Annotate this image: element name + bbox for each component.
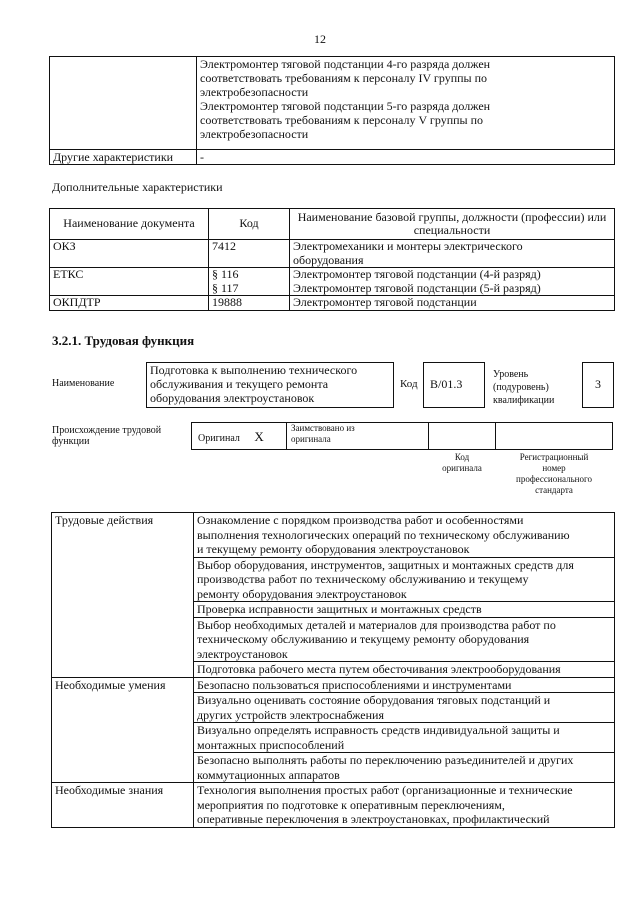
item-line: Визуально оценивать состояние оборудования тяговых подстанций и bbox=[197, 693, 551, 707]
borrowed-cell bbox=[286, 422, 429, 450]
caption-line: Код bbox=[454, 452, 470, 462]
code-line: 19888 bbox=[212, 295, 242, 309]
function-name-line: оборудования электроустановок bbox=[150, 391, 315, 405]
name-cell bbox=[290, 296, 615, 311]
item-cell bbox=[194, 513, 615, 558]
function-table bbox=[51, 512, 615, 828]
additional-table bbox=[49, 208, 615, 311]
code-line: 7412 bbox=[212, 239, 236, 253]
item-line: Выбор необходимых деталей и материалов для производства работ по bbox=[197, 617, 556, 632]
item-cell bbox=[194, 693, 615, 723]
code-line: § 116 bbox=[212, 267, 239, 281]
item-line: Ознакомление с порядком производства работ и особенностями bbox=[197, 513, 524, 527]
doc-cell: ОКЗ bbox=[50, 240, 209, 268]
item-line: и текущему ремонту оборудования электроустановок bbox=[197, 542, 470, 556]
item-cell bbox=[194, 617, 615, 662]
caption-line: оригинала bbox=[442, 463, 482, 473]
level-label bbox=[493, 368, 554, 407]
table-row bbox=[50, 268, 615, 296]
item-line: Выбор оборудования, инструментов, защитных и монтажных средств для bbox=[197, 557, 574, 572]
section-label: Трудовые действия bbox=[52, 513, 194, 678]
item-line: Подготовка рабочего места путем обесточивания электрооборудования bbox=[197, 662, 561, 676]
item-line: других устройств электроснабжения bbox=[197, 707, 384, 722]
item-cell bbox=[194, 783, 615, 828]
code-label: Код bbox=[400, 378, 418, 390]
code-cell bbox=[209, 240, 290, 268]
table-row bbox=[50, 296, 615, 311]
function-name-line: обслуживания и текущего ремонта bbox=[150, 377, 329, 391]
reg-caption bbox=[495, 452, 613, 496]
doc-cell: ЕТКС bbox=[50, 268, 209, 296]
original-mark: X bbox=[254, 429, 264, 444]
section-label: Необходимые умения bbox=[52, 677, 194, 783]
function-name-line: Подготовка к выполнению технического bbox=[150, 363, 358, 377]
text-line: - bbox=[200, 150, 204, 164]
item-line: монтажных приспособлений bbox=[197, 737, 345, 752]
item-line: ремонту оборудования электроустановок bbox=[197, 586, 407, 601]
row-content bbox=[197, 57, 615, 150]
row-label bbox=[50, 57, 197, 150]
caption-line: номер bbox=[542, 463, 566, 473]
borrowed-label-line: оригинала bbox=[291, 434, 331, 444]
reg-number-cell bbox=[495, 422, 613, 450]
origin-code-cell bbox=[428, 422, 496, 450]
requirements-table bbox=[49, 56, 615, 165]
section-label: Необходимые знания bbox=[52, 783, 194, 828]
origin-label-line: Происхождение трудовой bbox=[52, 425, 162, 436]
text-line: электробезопасности bbox=[200, 85, 309, 99]
item-line: электроустановок bbox=[197, 646, 288, 661]
text-line: Электромонтер тяговой подстанции 5-го разряда должен bbox=[200, 99, 491, 113]
function-name-box bbox=[146, 362, 394, 408]
name-label: Наименование bbox=[52, 378, 115, 389]
item-line: мероприятия по подготовке к оперативным переключениям, bbox=[197, 797, 505, 812]
original-cell bbox=[191, 422, 287, 450]
name-line: Электромонтер тяговой подстанции bbox=[293, 295, 477, 309]
level-label-line: Уровень bbox=[493, 369, 529, 380]
table-row bbox=[52, 513, 615, 558]
origin-label bbox=[52, 425, 161, 447]
function-code-box: B/01.3 bbox=[423, 362, 485, 408]
name-cell bbox=[290, 240, 615, 268]
level-value-box: 3 bbox=[582, 362, 614, 408]
item-line: коммутационных аппаратов bbox=[197, 767, 340, 782]
name-line: оборудования bbox=[293, 252, 364, 267]
page-number: 12 bbox=[314, 32, 326, 46]
item-line: Технология выполнения простых работ (организационные и технические bbox=[197, 783, 573, 797]
original-label: Оригинал bbox=[198, 433, 240, 444]
name-line: Электромонтер тяговой подстанции (5-й разряд) bbox=[293, 280, 541, 295]
text-line: соответствовать требованиям к персоналу V группы по bbox=[200, 113, 484, 127]
table-row bbox=[50, 150, 615, 165]
text-line: соответствовать требованиям к персоналу IV группы по bbox=[200, 71, 488, 85]
item-line: Безопасно пользоваться приспособлениями и инструментами bbox=[197, 677, 512, 692]
col-header-doc: Наименование документа bbox=[50, 209, 209, 240]
item-line: выполнения технологических операций по техническому обслуживанию bbox=[197, 527, 570, 542]
level-label-line: (подуровень) bbox=[493, 382, 549, 393]
table-row bbox=[50, 240, 615, 268]
borrowed-label-line: Заимствовано из bbox=[291, 423, 355, 433]
caption-line: стандарта bbox=[535, 485, 573, 495]
item-cell bbox=[194, 723, 615, 753]
name-cell bbox=[290, 268, 615, 296]
text-line: Электромонтер тяговой подстанции 4-го разряда должен bbox=[200, 57, 491, 71]
item-cell bbox=[194, 753, 615, 783]
table-row bbox=[52, 677, 615, 693]
item-line: Визуально определять исправность средств индивидуальной защиты и bbox=[197, 723, 560, 737]
item-line: Безопасно выполнять работы по переключению разъединителей и других bbox=[197, 753, 574, 767]
code-cell bbox=[209, 268, 290, 296]
caption-line: профессионального bbox=[516, 474, 592, 484]
item-cell bbox=[194, 677, 615, 693]
item-cell bbox=[194, 557, 615, 602]
code-caption bbox=[428, 452, 496, 474]
item-cell bbox=[194, 602, 615, 618]
row-label: Другие характеристики bbox=[50, 150, 197, 165]
header-row bbox=[50, 209, 615, 240]
origin-label-line: функции bbox=[52, 436, 90, 447]
item-line: оперативные переключения в электроустановках, профилактический bbox=[197, 812, 550, 826]
item-line: Проверка исправности защитных и монтажных средств bbox=[197, 602, 482, 616]
row-content bbox=[197, 150, 615, 165]
function-heading: 3.2.1. Трудовая функция bbox=[52, 333, 195, 348]
level-label-line: квалификации bbox=[493, 395, 555, 406]
item-cell bbox=[194, 662, 615, 678]
doc-cell: ОКПДТР bbox=[50, 296, 209, 311]
caption-line: Регистрационный bbox=[519, 452, 589, 462]
item-line: техническому обслуживанию и текущему ремонту оборудования bbox=[197, 632, 530, 646]
text-line: электробезопасности bbox=[200, 127, 309, 141]
table-row bbox=[50, 57, 615, 150]
code-line: § 117 bbox=[212, 280, 239, 295]
col-header-name: Наименование базовой группы, должности (профессии) или специальности bbox=[290, 209, 615, 240]
additional-heading: Дополнительные характеристики bbox=[52, 180, 223, 194]
col-header-code: Код bbox=[209, 209, 290, 240]
table-row bbox=[52, 783, 615, 828]
name-line: Электромонтер тяговой подстанции (4-й разряд) bbox=[293, 267, 541, 281]
item-line: производства работ по техническому обслуживанию и текущему bbox=[197, 572, 529, 586]
code-cell bbox=[209, 296, 290, 311]
name-line: Электромеханики и монтеры электрического bbox=[293, 239, 523, 253]
